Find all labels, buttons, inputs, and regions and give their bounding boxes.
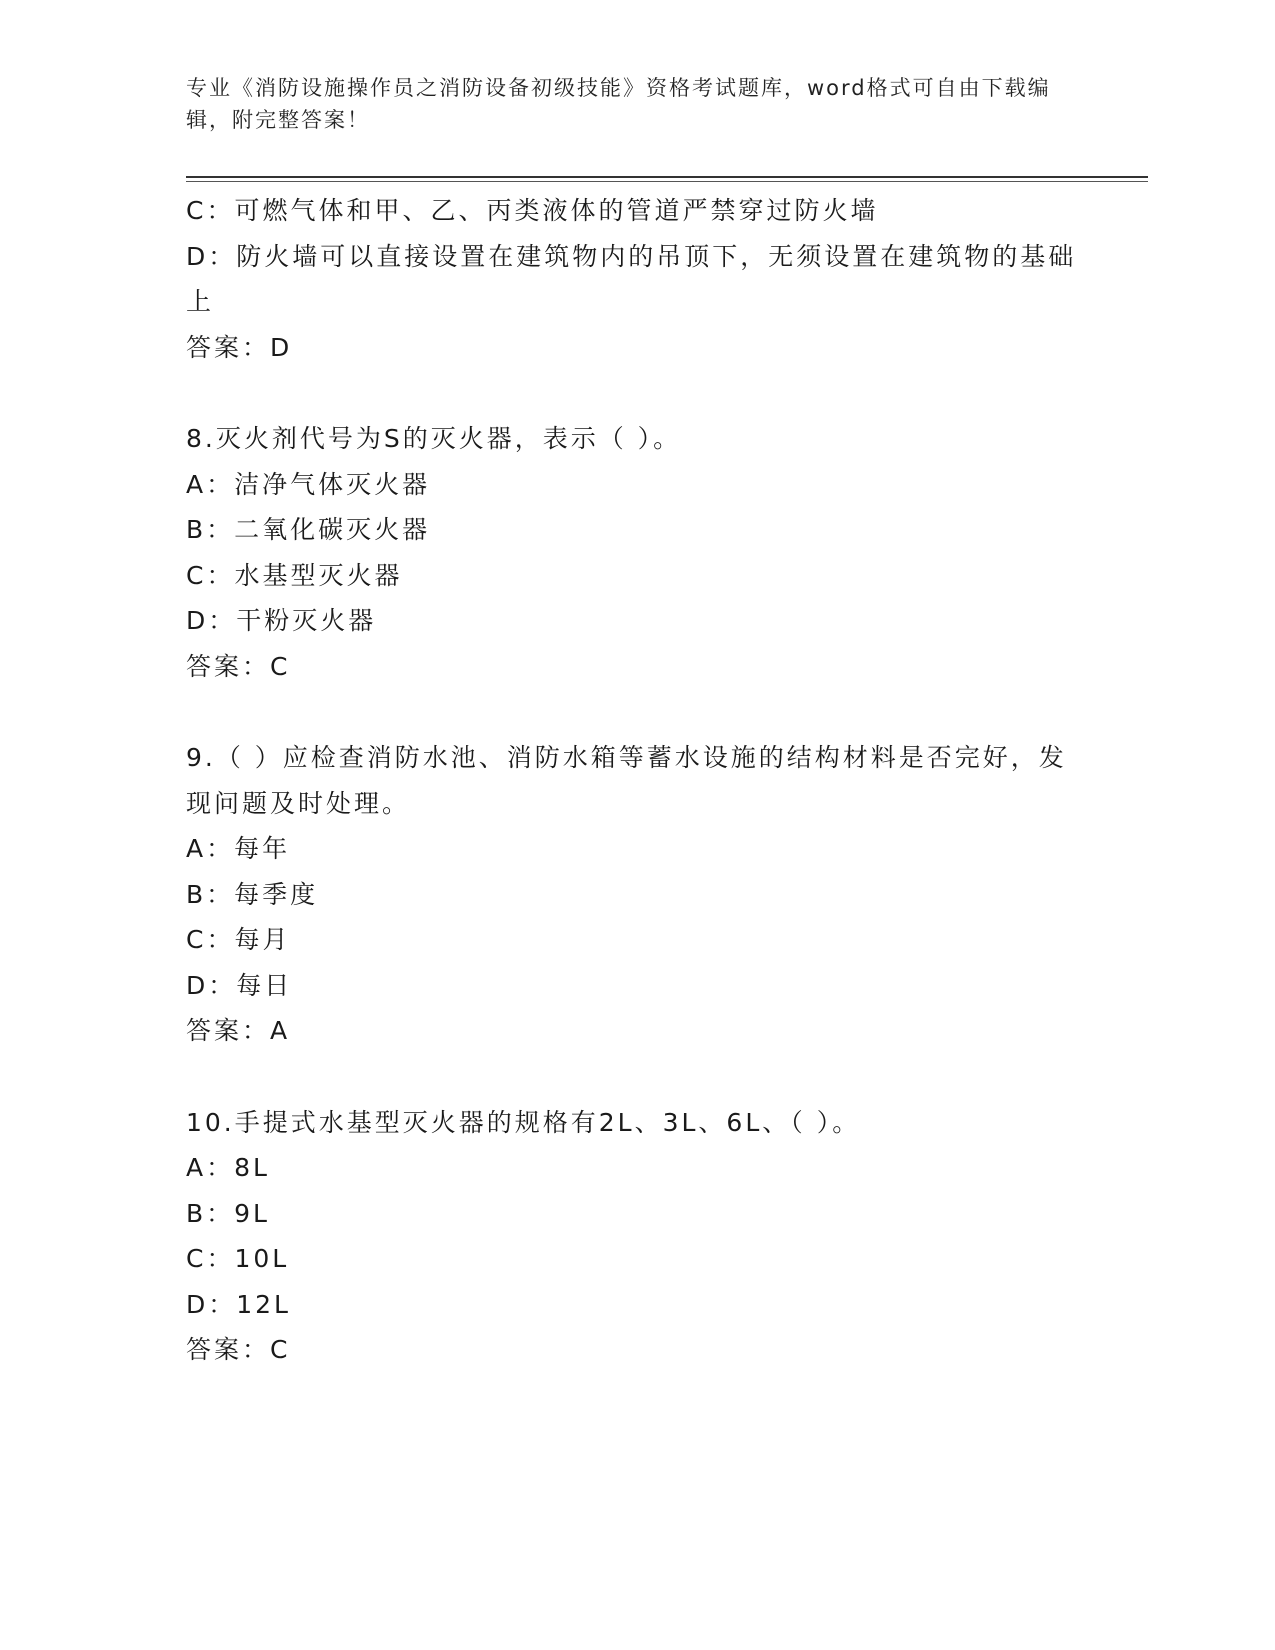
answer-line: 答案：C [186,1335,291,1364]
option-d: D：12L [186,1289,291,1319]
option-b: B：每季度 [186,879,319,909]
spacer [186,370,1086,416]
question-content [186,188,1086,1373]
question-stem: 9.（ ）应检查消防水池、消防水箱等蓄水设施的结构材料是否完好，发现问题及时处理。 [186,743,1067,818]
header-divider-secondary [186,181,1148,182]
option-c: C：可燃气体和甲、乙、丙类液体的管道严禁穿过防火墙 [186,196,879,225]
option-b: B：9L [186,1198,270,1228]
option-a: A：每年 [186,834,291,863]
header-divider [186,176,1148,178]
option-d: D：防火墙可以直接设置在建筑物内的吊顶下，无须设置在建筑物的基础上 [186,241,1077,316]
answer-line: 答案：D [186,332,293,362]
answer-line: 答案：A [186,1016,291,1045]
question-stem: 10.手提式水基型灭火器的规格有2L、3L、6L、（ ）。 [186,1107,861,1137]
option-a: A：8L [186,1153,270,1182]
option-a: A：洁净气体灭火器 [186,469,431,499]
spacer [186,1054,1086,1100]
prev-question-block [186,188,1086,370]
question-block-9 [186,735,1086,1054]
document-header: 专业《消防设施操作员之消防设备初级技能》资格考试题库，word格式可自由下载编辑，附完整答案！ [186,76,1051,132]
question-stem: 8.灭火剂代号为S的灭火器，表示（ ）。 [186,424,682,453]
answer-line: 答案：C [186,651,291,681]
option-c: C：每月 [186,925,291,954]
spacer [186,689,1086,735]
option-d: D：干粉灭火器 [186,606,377,635]
option-c: C：10L [186,1244,290,1273]
option-c: C：水基型灭火器 [186,560,403,590]
question-block-8 [186,416,1086,689]
question-block-10 [186,1100,1086,1373]
option-d: D：每日 [186,970,293,1000]
option-b: B：二氧化碳灭火器 [186,515,431,544]
